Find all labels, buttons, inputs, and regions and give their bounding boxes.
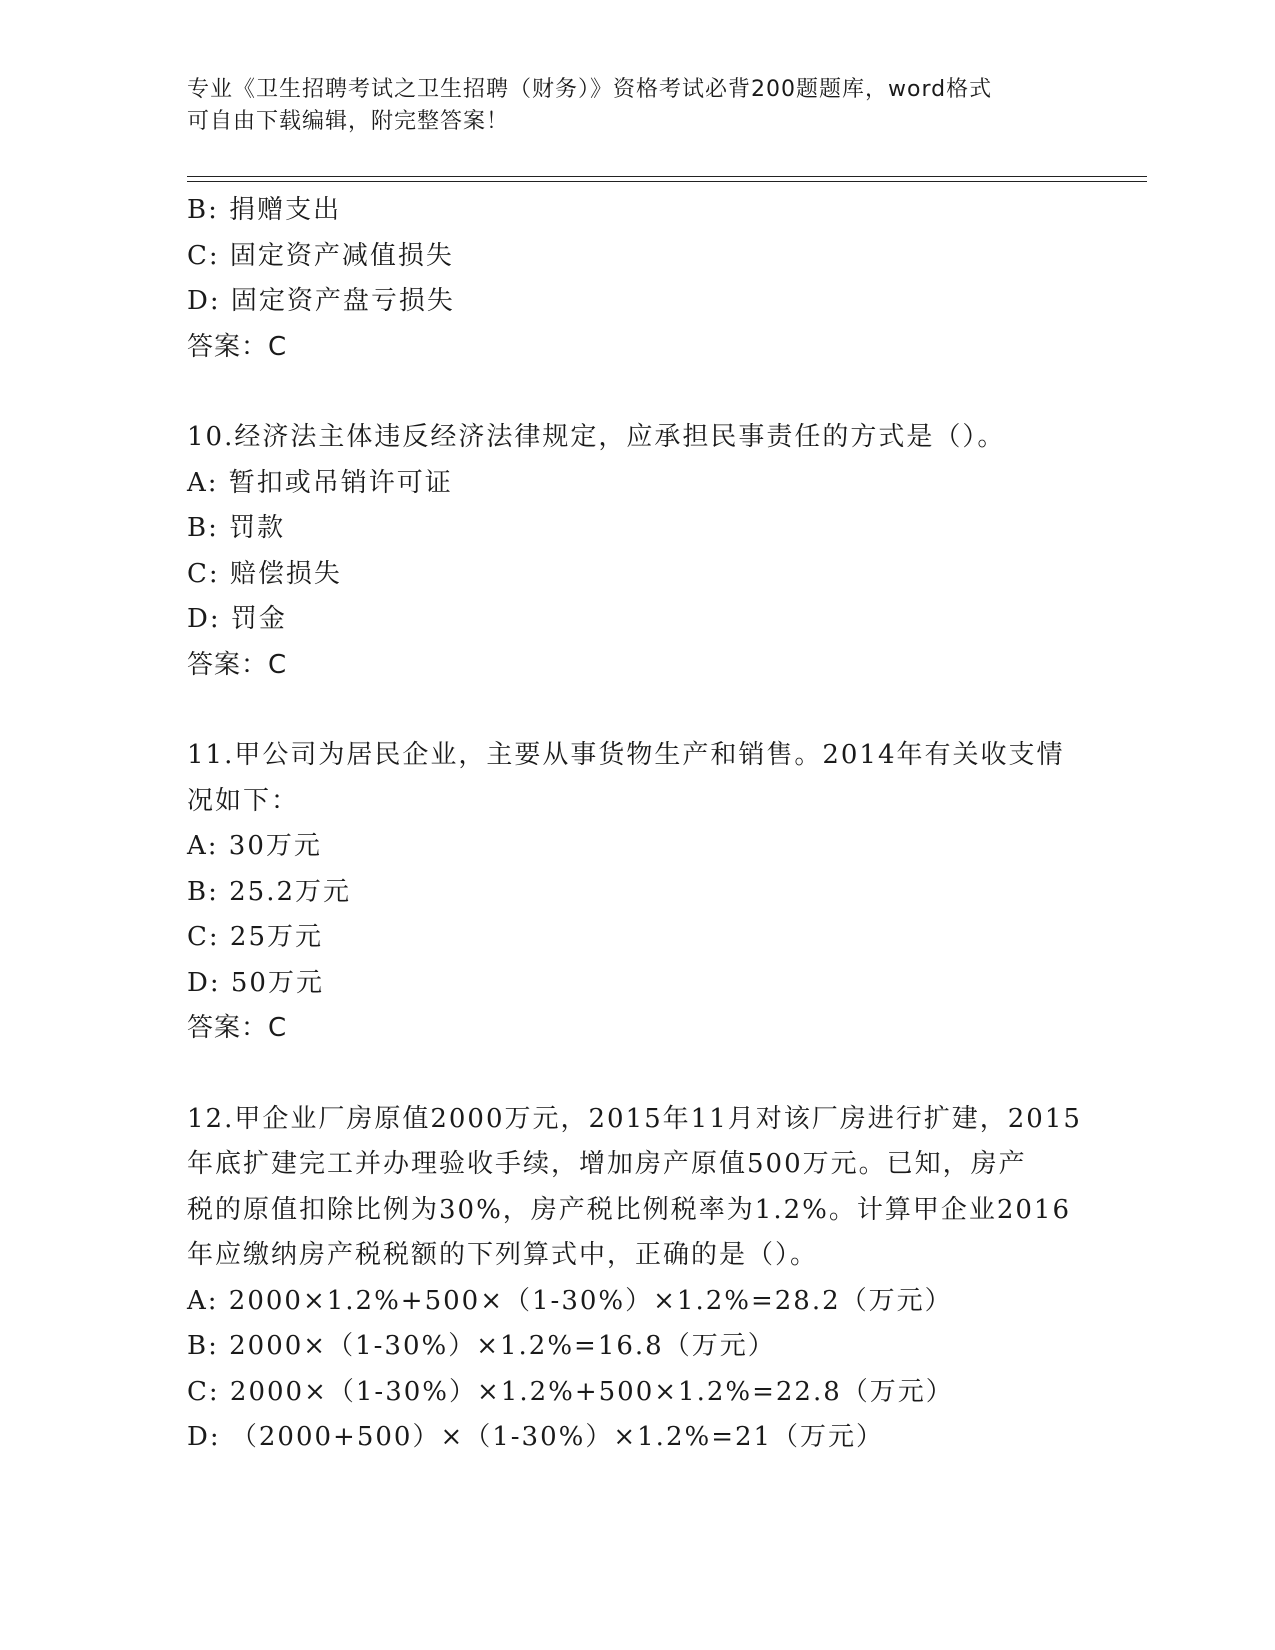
option-b: B: 25.2万元	[187, 876, 352, 907]
option-c: C: 固定资产减值损失	[187, 240, 454, 271]
header-title-line-2: 可自由下载编辑，附完整答案！	[187, 109, 510, 134]
option-d: D: （2000+500）×（1-30%）×1.2%=21（万元）	[187, 1422, 885, 1452]
option-c: C: 赔偿损失	[187, 558, 342, 589]
answer: 答案：C	[187, 649, 288, 680]
option-c: C: 2000×（1-30%）×1.2%+500×1.2%=22.8（万元）	[187, 1376, 954, 1407]
question-12	[187, 1097, 1087, 1461]
question-stem-line-1: 12.甲企业厂房原值2000万元，2015年11月对该厂房进行扩建，2015	[187, 1103, 1082, 1134]
header-divider-top	[187, 176, 1147, 177]
question-list	[187, 188, 1087, 1461]
question-stem-line-1: 11.甲公司为居民企业，主要从事货物生产和销售。2014年有关收支情	[187, 740, 1065, 770]
answer: 答案：C	[187, 331, 288, 362]
option-b: B: 捐赠支出	[187, 195, 342, 225]
option-c: C: 25万元	[187, 922, 324, 952]
option-d: D: 50万元	[187, 967, 324, 998]
page-header	[187, 74, 1087, 138]
header-title-line-1: 专业《卫生招聘考试之卫生招聘（财务）》资格考试必背200题题库，word格式	[187, 77, 993, 102]
question-stem-line-2: 况如下：	[187, 785, 300, 816]
option-a: A: 暂扣或吊销许可证	[187, 467, 453, 498]
question-stem-line-4: 年应缴纳房产税税额的下列算式中，正确的是（）。	[187, 1240, 819, 1270]
option-a: A: 2000×1.2%+500×（1-30%）×1.2%=28.2（万元）	[187, 1285, 953, 1316]
answer: 答案：C	[187, 1013, 288, 1043]
question-stem-line-3: 税的原值扣除比例为30%，房产税比例税率为1.2%。计算甲企业2016	[187, 1194, 1072, 1225]
option-a: A: 30万元	[187, 831, 322, 861]
question-prev	[187, 188, 1087, 370]
option-b: B: 罚款	[187, 513, 286, 543]
question-stem: 10.经济法主体违反经济法律规定，应承担民事责任的方式是（）。	[187, 422, 1006, 452]
question-10	[187, 415, 1087, 688]
option-d: D: 罚金	[187, 604, 287, 634]
question-11	[187, 733, 1087, 1052]
question-stem-line-2: 年底扩建完工并办理验收手续，增加房产原值500万元。已知，房产	[187, 1149, 1027, 1179]
header-divider-bottom	[187, 181, 1147, 182]
option-b: B: 2000×（1-30%）×1.2%=16.8（万元）	[187, 1331, 776, 1361]
option-d: D: 固定资产盘亏损失	[187, 286, 455, 316]
